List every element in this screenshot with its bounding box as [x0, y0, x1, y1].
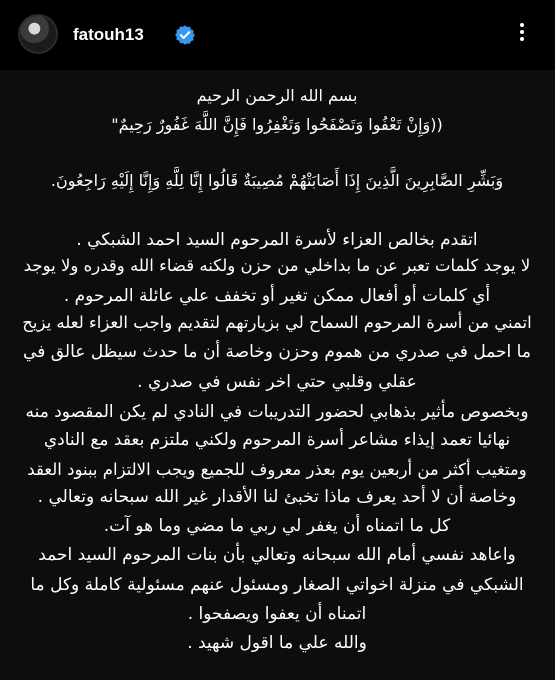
post-line: اتمني من أسرة المرحوم السماح لي بزيارتهم لتقديم واجب العزاء لعله يزيح	[22, 313, 532, 332]
post-line: وبخصوص مأثير بذهابي لحضور التدريبات في النادي لم يكن المقصود منه	[25, 402, 529, 422]
post-line: اتقدم بخالص العزاء لأسرة المرحوم السيد احمد الشبكي .	[76, 230, 478, 250]
post-line: الشبكي في منزلة اخواتي الصغار ومسئول عنهم مسئولية كاملة وكل ما	[30, 575, 524, 595]
post-line: ((وَإِنْ تَعْفُوا وَتَصْفَحُوا وَتَغْفِرُوا فَإِنَّ اللَّهَ غَفُورٌ رَحِيمٌ"	[111, 115, 443, 134]
post-line: نهائيا تعمد إيذاء مشاعر أسرة المرحوم ولكني ملتزم بعقد مع النادي	[43, 430, 511, 450]
post-line: كل ما اتمناه أن يغفر لي ربي ما مضي وما هو آت.	[103, 516, 451, 536]
avatar[interactable]	[18, 14, 58, 54]
verified-badge-icon	[174, 24, 196, 46]
post-line: لا يوجد كلمات تعبر عن ما بداخلي من حزن ولكنه قضاء الله وقدره ولا يوجد	[23, 256, 531, 275]
more-options-icon[interactable]	[512, 20, 532, 50]
username[interactable]: fatouh13	[73, 25, 144, 44]
post-header	[0, 0, 555, 70]
post-line: ومتغيب أكثر من أربعين يوم بعذر معروف للجميع ويجب الالتزام ببنود العقد	[27, 460, 527, 479]
post-line: واعاهد نفسي أمام الله سبحانه وتعالي بأن بنات المرحوم السيد احمد	[38, 545, 516, 565]
post-line: أي كلمات أو أفعال ممكن تغير أو تخفف علي عائلة المرحوم .	[63, 286, 491, 306]
post-line: والله علي ما اقول شهيد .	[187, 633, 367, 653]
post-line: بسم الله الرحمن الرحيم	[196, 86, 358, 105]
post-line: اتمناه أن يعفوا ويصفحوا .	[187, 604, 367, 624]
post-line: ما احمل في صدري من هموم وحزن وخاصة أن ما حدث سيظل عالق في	[23, 342, 531, 362]
post-line: وَبَشِّرِ الصَّابِرِينَ الَّذِينَ إِذَا أَصَابَتْهُمْ مُصِيبَةٌ قَالُوا إِنَّا لِلَّهِ وَإِنَّا إِلَيْهِ رَاجِعُونَ.	[50, 171, 504, 190]
post-line: وخاصة أن لا أحد يعرف ماذا تخبئ لنا الأقدار غير الله سبحانه وتعالي .	[37, 487, 517, 507]
post-line: عقلي وقلبي حتي اخر نفس في صدري .	[137, 372, 417, 392]
